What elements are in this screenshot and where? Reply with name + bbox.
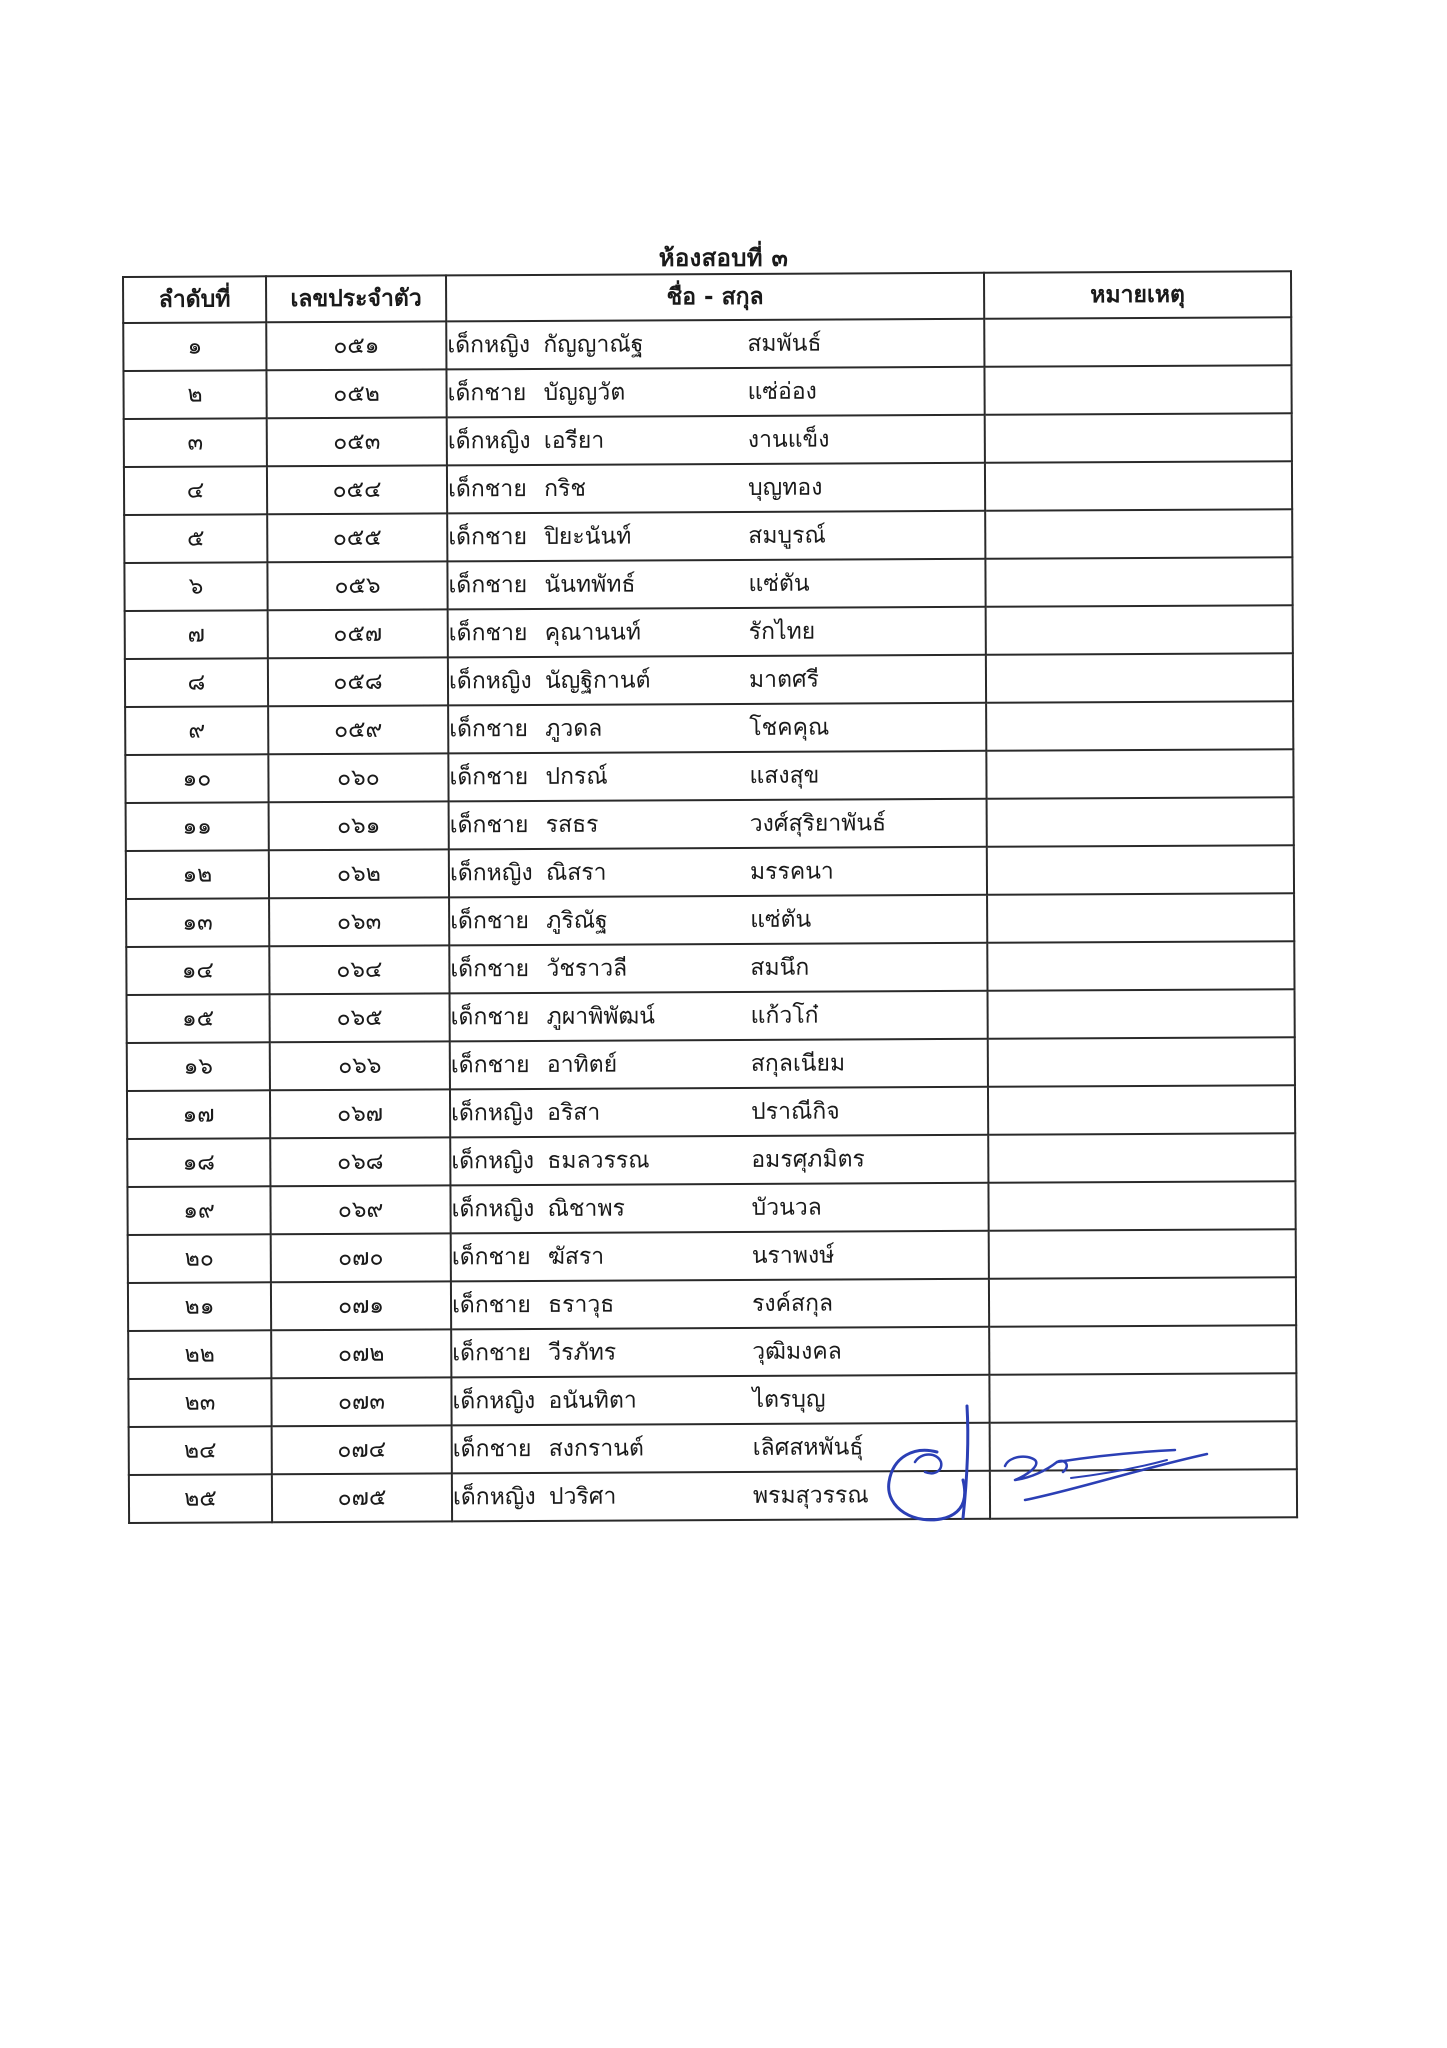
cell-full-name xyxy=(448,655,986,706)
last-name: สมพันธ์ xyxy=(747,330,822,357)
cell-order: ๒๐ xyxy=(128,1234,271,1283)
name-prefix: เด็กชาย xyxy=(450,1004,530,1031)
first-name: ภูผาพิพัฒน์ xyxy=(546,1003,656,1030)
last-name: ปราณีกิจ xyxy=(751,1098,840,1125)
cell-full-name xyxy=(449,943,987,994)
name-prefix: เด็กชาย xyxy=(452,1340,532,1367)
cell-remarks xyxy=(986,653,1293,702)
table-row xyxy=(128,1325,1296,1379)
cell-student-id: ๐๖๒ xyxy=(269,849,449,898)
cell-full-name xyxy=(446,319,984,370)
cell-student-id: ๐๗๔ xyxy=(272,1425,452,1474)
name-prefix: เด็กชาย xyxy=(451,1244,531,1271)
first-name: ภูริณัฐ xyxy=(546,907,608,934)
last-name: แซ่อ่อง xyxy=(747,378,817,405)
name-prefix: เด็กหญิง xyxy=(449,860,533,887)
first-name: ธมลวรรณ xyxy=(547,1147,650,1174)
first-name: ปิยะนันท์ xyxy=(544,523,632,550)
cell-remarks xyxy=(989,1229,1296,1278)
cell-full-name xyxy=(450,1039,988,1090)
table-header-row xyxy=(123,271,1291,323)
cell-full-name xyxy=(450,1183,988,1234)
name-prefix: เด็กชาย xyxy=(452,1436,532,1463)
cell-remarks xyxy=(988,1133,1295,1182)
table-row xyxy=(125,749,1293,803)
last-name: เลิศสหพันธุ์ xyxy=(752,1434,864,1461)
cell-student-id: ๐๖๗ xyxy=(270,1089,450,1138)
table-row xyxy=(123,317,1291,371)
cell-remarks xyxy=(988,1037,1295,1086)
last-name: รงค์สกุล xyxy=(751,1290,834,1317)
table-row xyxy=(128,1229,1296,1283)
first-name: สงกรานต์ xyxy=(548,1435,644,1462)
cell-full-name xyxy=(449,895,987,946)
cell-student-id: ๐๗๑ xyxy=(271,1281,451,1330)
name-prefix: เด็กหญิง xyxy=(451,1195,535,1223)
name-prefix: เด็กชาย xyxy=(450,956,530,983)
signature-strokes xyxy=(889,1406,1207,1520)
cell-remarks xyxy=(984,317,1291,366)
first-name: ภูวดล xyxy=(545,715,603,742)
first-name: วัชราวลี xyxy=(546,955,628,982)
cell-order: ๑๒ xyxy=(126,850,269,899)
cell-remarks xyxy=(989,1325,1296,1374)
student-roster-table xyxy=(122,270,1298,1524)
table-row xyxy=(124,509,1292,563)
cell-student-id: ๐๗๒ xyxy=(271,1329,451,1378)
cell-remarks xyxy=(985,509,1292,558)
cell-full-name xyxy=(447,559,985,610)
last-name: แซ่ตัน xyxy=(748,570,810,597)
name-prefix: เด็กหญิง xyxy=(452,1483,536,1511)
first-name: บัญญวัต xyxy=(543,379,626,406)
last-name: วงศ์สุริยาพันธ์ xyxy=(749,810,887,837)
cell-student-id: ๐๗๕ xyxy=(272,1473,452,1522)
name-prefix: เด็กหญิง xyxy=(447,332,531,359)
last-name: สกุลเนียม xyxy=(750,1050,846,1077)
cell-student-id: ๐๕๘ xyxy=(268,657,448,706)
cell-remarks xyxy=(988,1181,1295,1230)
cell-full-name xyxy=(448,607,986,658)
first-name: รสธร xyxy=(545,811,599,838)
cell-order: ๖ xyxy=(124,562,267,611)
cell-student-id: ๐๕๗ xyxy=(268,609,448,658)
name-prefix: เด็กชาย xyxy=(447,380,527,407)
last-name: นราพงษ์ xyxy=(751,1242,835,1269)
first-name: ปวริศา xyxy=(548,1483,617,1510)
first-name: นัญฐิกานต์ xyxy=(544,667,651,694)
cell-student-id: ๐๖๓ xyxy=(269,897,449,946)
name-prefix: เด็กหญิง xyxy=(448,668,532,695)
first-name: กัญญาณัฐ xyxy=(543,331,644,358)
cell-order: ๑๙ xyxy=(127,1186,270,1235)
table-row xyxy=(124,557,1292,611)
cell-order: ๒ xyxy=(123,370,266,419)
first-name: ณิสรา xyxy=(545,859,607,886)
cell-order: ๑๖ xyxy=(127,1042,270,1091)
cell-full-name xyxy=(450,1135,988,1186)
cell-student-id: ๐๖๕ xyxy=(270,993,450,1042)
last-name: แสงสุข xyxy=(749,762,820,789)
cell-student-id: ๐๖๖ xyxy=(270,1041,450,1090)
cell-order: ๓ xyxy=(124,418,267,467)
cell-order: ๑๕ xyxy=(127,994,270,1043)
cell-remarks xyxy=(987,893,1294,942)
last-name: พรมสุวรรณ xyxy=(752,1482,869,1509)
table-row xyxy=(128,1277,1296,1331)
cell-remarks xyxy=(987,941,1294,990)
name-prefix: เด็กชาย xyxy=(447,476,527,503)
name-prefix: เด็กชาย xyxy=(450,908,529,935)
first-name: อาทิตย์ xyxy=(546,1051,618,1078)
cell-full-name xyxy=(448,703,986,754)
table-row xyxy=(127,1181,1295,1235)
cell-full-name xyxy=(450,1087,988,1138)
cell-remarks xyxy=(986,605,1293,654)
table-row xyxy=(124,461,1292,515)
cell-remarks xyxy=(988,989,1295,1038)
first-name: อนันทิตา xyxy=(548,1387,637,1414)
table-row xyxy=(126,893,1294,947)
cell-full-name xyxy=(447,511,985,562)
table-body xyxy=(123,317,1297,1523)
cell-order: ๒๔ xyxy=(129,1426,272,1475)
last-name: มรรคนา xyxy=(749,858,834,885)
last-name: บุญทอง xyxy=(747,474,823,501)
first-name: กริช xyxy=(543,475,586,502)
table-row xyxy=(126,941,1294,995)
cell-order: ๔ xyxy=(124,466,267,515)
name-prefix: เด็กชาย xyxy=(448,572,528,599)
cell-full-name xyxy=(451,1327,989,1378)
name-prefix: เด็กชาย xyxy=(448,620,528,647)
cell-remarks xyxy=(986,749,1293,798)
cell-student-id: ๐๕๒ xyxy=(266,369,446,418)
cell-order: ๕ xyxy=(124,514,267,563)
handwritten-signature xyxy=(875,1400,1215,1540)
cell-student-id: ๐๖๘ xyxy=(270,1137,450,1186)
table-row xyxy=(123,365,1291,419)
last-name: สมบูรณ์ xyxy=(748,522,826,549)
name-prefix: เด็กหญิง xyxy=(452,1387,536,1415)
last-name: วุฒิมงคล xyxy=(752,1338,842,1365)
first-name: ณิชาพร xyxy=(547,1195,626,1222)
cell-student-id: ๐๗๓ xyxy=(271,1377,451,1426)
table-row xyxy=(125,605,1293,659)
table-row xyxy=(127,1085,1295,1139)
name-prefix: เด็กชาย xyxy=(449,812,529,839)
cell-student-id: ๐๗๐ xyxy=(271,1233,451,1282)
cell-full-name xyxy=(447,415,985,466)
last-name: มาตศรี xyxy=(748,666,820,693)
table-row xyxy=(125,701,1293,755)
name-prefix: เด็กชาย xyxy=(451,1292,531,1319)
cell-order: ๒๓ xyxy=(128,1378,271,1427)
name-prefix: เด็กชาย xyxy=(449,764,529,791)
cell-order: ๒๕ xyxy=(129,1474,272,1523)
cell-full-name xyxy=(446,367,984,418)
exam-room-title: ห้องสอบที่ ๓ xyxy=(658,244,789,272)
cell-full-name xyxy=(451,1231,989,1282)
table-row xyxy=(126,797,1294,851)
cell-order: ๑๘ xyxy=(127,1138,270,1187)
cell-full-name xyxy=(447,463,985,514)
last-name: โชคคุณ xyxy=(749,714,830,741)
cell-order: ๒๒ xyxy=(128,1330,271,1379)
cell-full-name xyxy=(448,751,986,802)
cell-student-id: ๐๕๕ xyxy=(267,513,447,562)
last-name: ไตรบุญ xyxy=(752,1386,826,1413)
cell-remarks xyxy=(985,413,1292,462)
cell-order: ๑๑ xyxy=(126,802,269,851)
last-name: แซ่ตัน xyxy=(750,906,812,933)
cell-full-name xyxy=(449,799,987,850)
table-row xyxy=(127,989,1295,1043)
last-name: สมนึก xyxy=(750,954,810,981)
cell-order: ๗ xyxy=(125,610,268,659)
cell-remarks xyxy=(985,461,1292,510)
cell-full-name xyxy=(450,991,988,1042)
table-row xyxy=(127,1133,1295,1187)
header-order: ลำดับที่ xyxy=(123,276,266,323)
table-row xyxy=(125,653,1293,707)
cell-order: ๑๓ xyxy=(126,898,269,947)
first-name: นันทพัทธ์ xyxy=(544,571,636,598)
name-prefix: เด็กชาย xyxy=(450,1052,530,1079)
cell-remarks xyxy=(989,1277,1296,1326)
first-name: วีรภัทร xyxy=(548,1339,617,1366)
cell-student-id: ๐๖๐ xyxy=(268,753,448,802)
cell-student-id: ๐๖๔ xyxy=(269,945,449,994)
cell-student-id: ๐๕๓ xyxy=(267,417,447,466)
first-name: อริสา xyxy=(547,1099,601,1126)
cell-order: ๑ xyxy=(123,322,266,371)
cell-full-name xyxy=(449,847,987,898)
last-name: งานแข็ง xyxy=(747,426,830,453)
header-full-name: ชื่อ - สกุล xyxy=(446,273,984,322)
name-prefix: เด็กหญิง xyxy=(451,1099,534,1127)
header-remarks: หมายเหตุ xyxy=(984,271,1291,318)
cell-order: ๑๗ xyxy=(127,1090,270,1139)
cell-full-name xyxy=(451,1279,989,1330)
table-row xyxy=(124,413,1292,467)
header-student-id: เลขประจำตัว xyxy=(266,275,446,322)
cell-remarks xyxy=(984,365,1291,414)
last-name: บัวนวล xyxy=(751,1194,822,1221)
cell-remarks xyxy=(986,701,1293,750)
last-name: อมรศุภมิตร xyxy=(751,1146,865,1173)
name-prefix: เด็กชาย xyxy=(449,716,529,743)
last-name: แก้วโก๋ xyxy=(750,1002,819,1029)
first-name: ปกรณ์ xyxy=(545,763,608,790)
cell-student-id: ๐๕๙ xyxy=(268,705,448,754)
cell-student-id: ๐๖๙ xyxy=(270,1185,450,1234)
cell-order: ๒๑ xyxy=(128,1282,271,1331)
first-name: ฆัสรา xyxy=(547,1243,605,1270)
cell-student-id: ๐๕๖ xyxy=(267,561,447,610)
first-name: เอรียา xyxy=(543,427,605,454)
name-prefix: เด็กหญิง xyxy=(447,428,531,455)
first-name: คุณานนท์ xyxy=(544,619,642,646)
cell-order: ๑๐ xyxy=(125,754,268,803)
cell-order: ๘ xyxy=(125,658,268,707)
cell-student-id: ๐๕๔ xyxy=(267,465,447,514)
table-row xyxy=(126,845,1294,899)
cell-order: ๙ xyxy=(125,706,268,755)
cell-remarks xyxy=(987,845,1294,894)
cell-student-id: ๐๕๑ xyxy=(266,321,446,370)
cell-remarks xyxy=(985,557,1292,606)
cell-order: ๑๔ xyxy=(126,946,269,995)
last-name: รักไทย xyxy=(748,618,816,645)
cell-remarks xyxy=(987,797,1294,846)
name-prefix: เด็กชาย xyxy=(448,524,528,551)
cell-student-id: ๐๖๑ xyxy=(269,801,449,850)
cell-remarks xyxy=(988,1085,1295,1134)
table-row xyxy=(127,1037,1295,1091)
name-prefix: เด็กหญิง xyxy=(451,1147,535,1175)
first-name: ธราวุธ xyxy=(547,1291,615,1318)
